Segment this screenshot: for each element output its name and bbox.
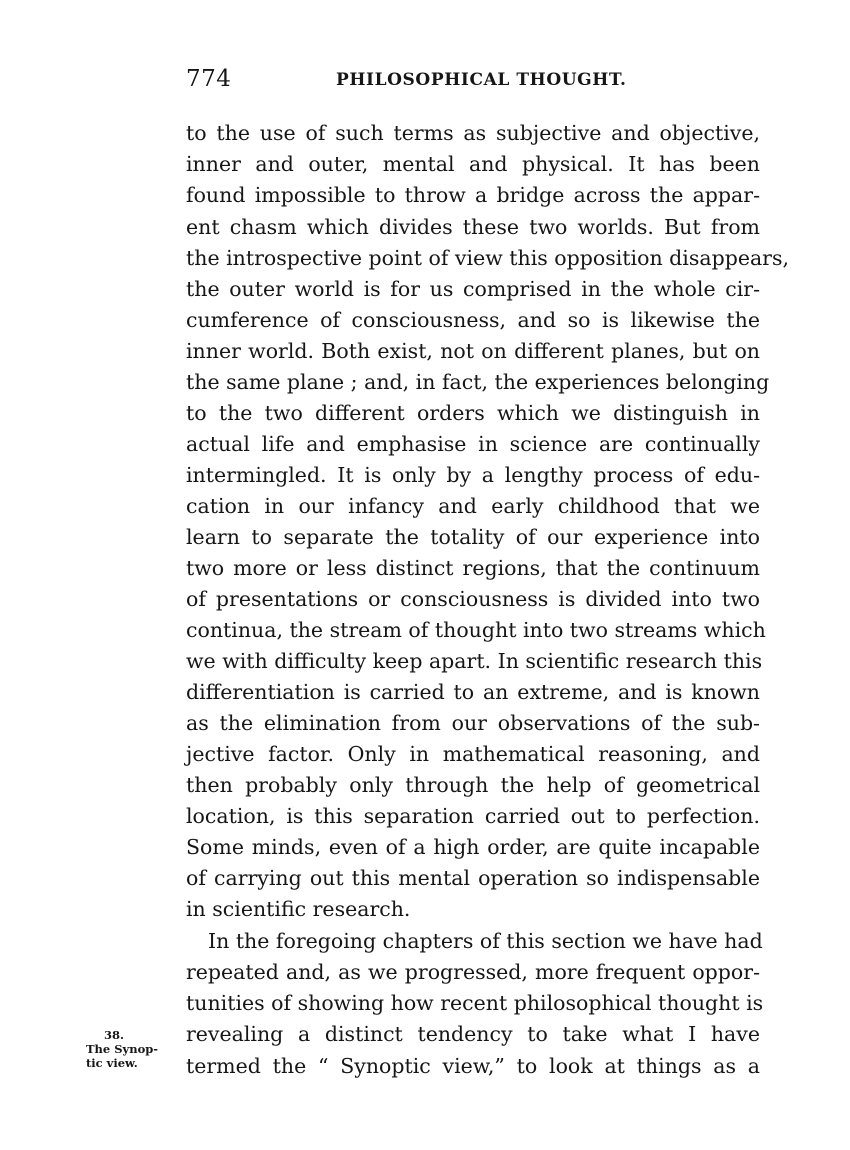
text-line: continua, the stream of thought into two streams which <box>186 618 766 642</box>
text-line: tunities of showing how recent philosophical thought is <box>186 991 764 1015</box>
text-line: ent chasm which divides these two worlds. But from <box>186 215 760 239</box>
text-line: repeated and, as we progressed, more frequent oppor- <box>186 960 760 984</box>
text-line: in scientific research. <box>186 897 411 921</box>
text-line: inner world. Both exist, not on different planes, but on <box>186 339 760 363</box>
text-line: as the elimination from our observations of the sub- <box>186 711 760 735</box>
text-line: found impossible to throw a bridge across the appar- <box>186 183 760 207</box>
text-line: cumference of consciousness, and so is likewise the <box>186 308 760 332</box>
page-number: 774 <box>186 66 232 92</box>
text-line: jective factor. Only in mathematical reasoning, and <box>186 742 760 766</box>
margin-note-line: tic view. <box>86 1056 138 1070</box>
text-line: two more or less distinct regions, that the continuum <box>186 556 760 580</box>
text-line: Some minds, even of a high order, are quite incapable <box>186 835 760 859</box>
text-line: learn to separate the totality of our experience into <box>186 525 760 549</box>
text-line: then probably only through the help of geometrical <box>186 773 760 797</box>
text-line: location, is this separation carried out to perfection. <box>186 804 760 828</box>
text-line: differentiation is carried to an extreme, and is known <box>186 680 760 704</box>
text-line: to the two different orders which we distinguish in <box>186 401 760 425</box>
text-line: In the foregoing chapters of this section we have had <box>208 929 763 953</box>
text-line: inner and outer, mental and physical. It has been <box>186 152 760 176</box>
margin-note-number: 38. <box>104 1028 125 1042</box>
text-line: the same plane ; and, in fact, the experiences belonging <box>186 370 770 394</box>
text-line: we with difficulty keep apart. In scientific research this <box>186 649 763 673</box>
text-line: cation in our infancy and early childhood that we <box>186 494 760 518</box>
text-line: the outer world is for us comprised in the whole cir- <box>186 277 760 301</box>
text-line: of carrying out this mental operation so indispensable <box>186 866 760 890</box>
text-line: actual life and emphasise in science are continually <box>186 432 760 456</box>
text-line: revealing a distinct tendency to take what I have <box>186 1022 760 1046</box>
running-title: PHILOSOPHICAL THOUGHT. <box>336 70 627 90</box>
text-line: of presentations or consciousness is divided into two <box>186 587 760 611</box>
text-line: termed the “ Synoptic view,” to look at things as a <box>186 1054 760 1078</box>
text-line: to the use of such terms as subjective and objective, <box>186 121 760 145</box>
text-line: the introspective point of view this opposition disappears, <box>186 246 790 270</box>
text-line: intermingled. It is only by a lengthy process of edu- <box>186 463 760 487</box>
margin-note <box>86 1028 168 1070</box>
margin-note-line: The Synop- <box>86 1042 159 1056</box>
